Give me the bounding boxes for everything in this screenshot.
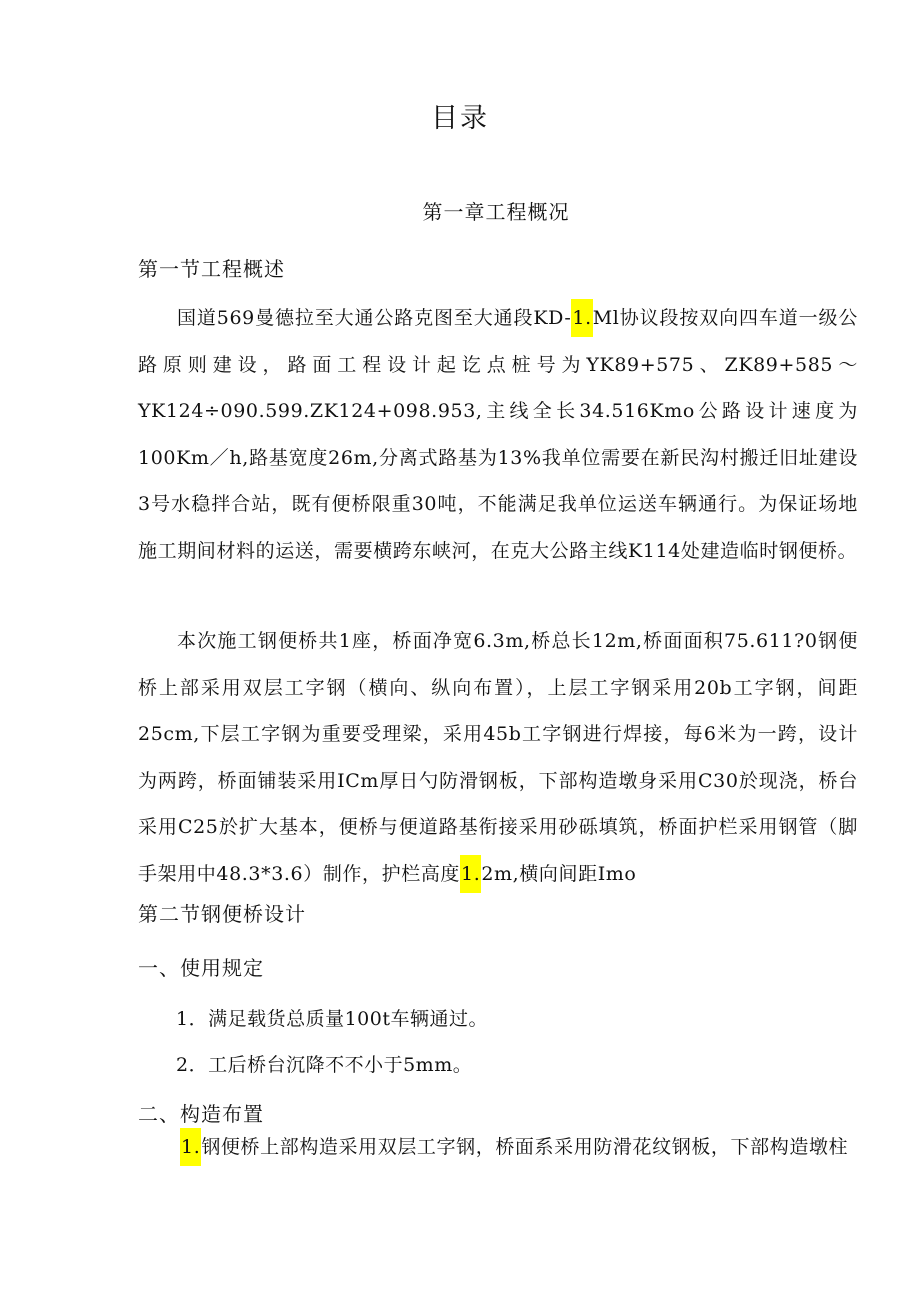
list-item: 2．工后桥台沉降不不小于5mm。	[176, 1054, 473, 1076]
list-item: 1．满足载货总质量100t车辆通过。	[176, 1008, 488, 1030]
paragraph-bridge-scope-text-a: 本次施工钢便桥共1座，桥面净宽6.3m,桥总长12m,桥面面积75.611?0钢便桥上部采用双层工字钢（横向、纵向布置），上层工字钢采用20b工字钢，间距25cm,下层工字钢为重要受理梁，采用45b工字钢进行焊接，每6米为一跨，设计为两跨，桥面铺装采用ICm厚日勺防滑钢板，下部构造墩身采用C30於现浇，桥台采用C25於扩大基本，便桥与便道路基衔接采用砂砾填筑，桥面护栏采用钢管（脚手架用中48.3*3.6）制作，护栏高度	[138, 630, 858, 885]
highlight-mark: 1.	[571, 299, 592, 337]
paragraph-overview-text-b: Ml协议段按双向四车道一级公路原则建设，路面工程设计起讫点桩号为YK89+575、ZK89+585～YK124÷090.599.ZK124+098.953,主线全长34.516Kmo公路设计速度为100Km／h,路基宽度26m,分离式路基为13%我单位需要在新民沟村搬迁旧址建设3号水稳拌合站，既有便桥限重30吨，不能满足我单位运送车辆通行。为保证场地施工期间材料的运送，需要横跨东峡河，在克大公路主线K114处建造临时钢便桥。	[138, 307, 859, 562]
highlight-mark: 1.	[180, 1128, 201, 1166]
paragraph-bridge-scope-text-b: 2m,横向间距Imo	[481, 862, 637, 885]
paragraph-bridge-scope	[138, 618, 858, 897]
chapter-title: 第一章工程概况	[422, 200, 570, 224]
subsection-title-usage: 一、使用规定	[138, 956, 264, 980]
paragraph-structure	[138, 1124, 858, 1171]
subsection-title-structure: 二、构造布置	[138, 1102, 264, 1126]
section-title-overview: 第一节工程概述	[138, 257, 285, 281]
document-title: 目录	[431, 103, 489, 134]
paragraph-overview	[138, 295, 858, 574]
paragraph-overview-text-a: 国道569曼德拉至大通公路克图至大通段KD-	[177, 307, 572, 329]
highlight-mark: 1.	[460, 855, 481, 893]
section-title-bridge-design: 第二节钢便桥设计	[138, 902, 306, 926]
paragraph-structure-text: 钢便桥上部构造采用双层工字钢，桥面系采用防滑花纹钢板，下部构造墩柱	[201, 1136, 849, 1158]
